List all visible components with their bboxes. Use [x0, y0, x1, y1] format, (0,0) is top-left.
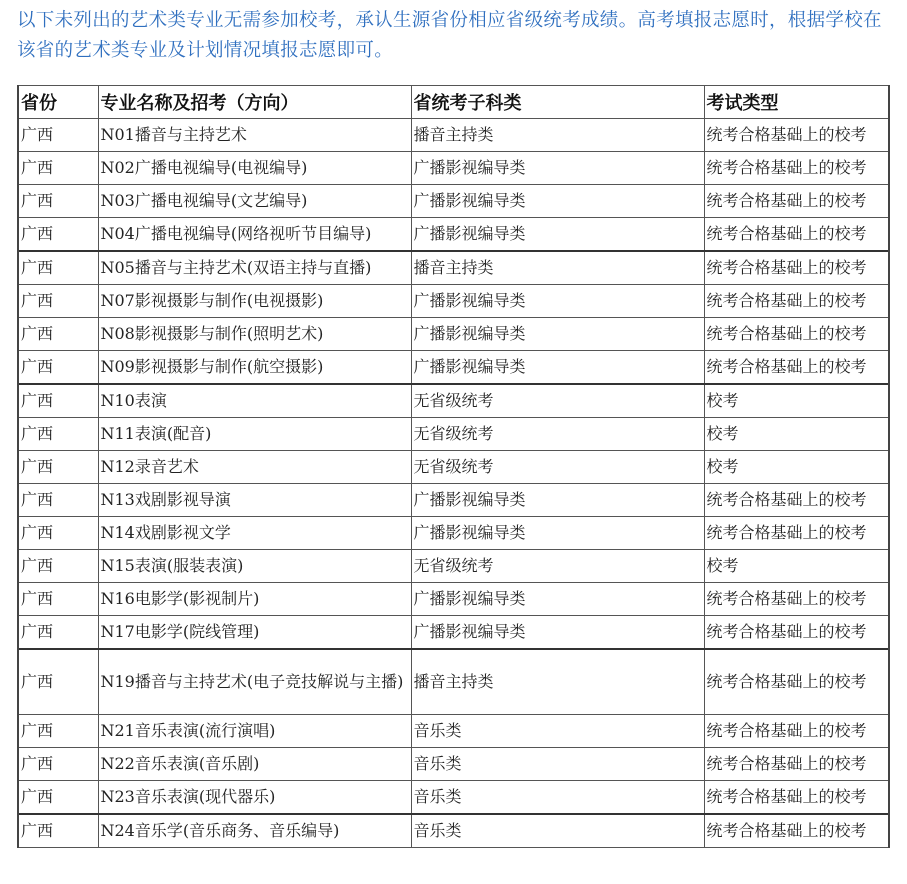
table-row [18, 318, 889, 351]
cell-exam-type: 统考合格基础上的校考 [704, 616, 889, 650]
cell-exam-type: 统考合格基础上的校考 [704, 152, 889, 185]
cell-subject: 无省级统考 [411, 451, 704, 484]
cell-subject: 广播影视编导类 [411, 285, 704, 318]
cell-province: 广西 [18, 517, 98, 550]
cell-province: 广西 [18, 748, 98, 781]
cell-exam-type: 统考合格基础上的校考 [704, 318, 889, 351]
header-exam-type: 考试类型 [704, 86, 889, 119]
header-subject: 省统考子科类 [411, 86, 704, 119]
cell-subject: 广播影视编导类 [411, 517, 704, 550]
cell-subject: 无省级统考 [411, 384, 704, 418]
table-row [18, 748, 889, 781]
cell-subject: 音乐类 [411, 781, 704, 815]
cell-exam-type: 校考 [704, 550, 889, 583]
table-row [18, 451, 889, 484]
cell-subject: 无省级统考 [411, 550, 704, 583]
cell-province: 广西 [18, 715, 98, 748]
table-header-row [18, 86, 889, 119]
table-row [18, 583, 889, 616]
table-row [18, 152, 889, 185]
cell-exam-type: 统考合格基础上的校考 [704, 583, 889, 616]
cell-province: 广西 [18, 484, 98, 517]
cell-province: 广西 [18, 384, 98, 418]
cell-subject: 广播影视编导类 [411, 583, 704, 616]
cell-major: N24音乐学(音乐商务、音乐编导) [98, 814, 411, 848]
table-row [18, 550, 889, 583]
cell-major: N10表演 [98, 384, 411, 418]
cell-subject: 广播影视编导类 [411, 318, 704, 351]
cell-major: N05播音与主持艺术(双语主持与直播) [98, 251, 411, 285]
cell-major: N21音乐表演(流行演唱) [98, 715, 411, 748]
cell-major: N19播音与主持艺术(电子竞技解说与主播) [98, 649, 411, 715]
cell-subject: 播音主持类 [411, 251, 704, 285]
cell-subject: 广播影视编导类 [411, 616, 704, 650]
table-row [18, 251, 889, 285]
cell-exam-type: 统考合格基础上的校考 [704, 748, 889, 781]
cell-exam-type: 统考合格基础上的校考 [704, 251, 889, 285]
cell-subject: 广播影视编导类 [411, 152, 704, 185]
table-row [18, 649, 889, 715]
table-row [18, 185, 889, 218]
cell-subject: 广播影视编导类 [411, 218, 704, 252]
admission-majors-table [17, 85, 890, 848]
cell-exam-type: 统考合格基础上的校考 [704, 119, 889, 152]
cell-exam-type: 统考合格基础上的校考 [704, 781, 889, 815]
cell-subject: 播音主持类 [411, 119, 704, 152]
table-row [18, 517, 889, 550]
cell-province: 广西 [18, 550, 98, 583]
cell-province: 广西 [18, 251, 98, 285]
cell-province: 广西 [18, 583, 98, 616]
cell-subject: 广播影视编导类 [411, 185, 704, 218]
cell-exam-type: 统考合格基础上的校考 [704, 218, 889, 252]
cell-major: N11表演(配音) [98, 418, 411, 451]
table-row [18, 418, 889, 451]
table-row [18, 119, 889, 152]
table-row [18, 218, 889, 252]
cell-province: 广西 [18, 185, 98, 218]
cell-province: 广西 [18, 218, 98, 252]
cell-province: 广西 [18, 451, 98, 484]
cell-subject: 无省级统考 [411, 418, 704, 451]
cell-province: 广西 [18, 119, 98, 152]
cell-exam-type: 统考合格基础上的校考 [704, 517, 889, 550]
cell-exam-type: 统考合格基础上的校考 [704, 484, 889, 517]
cell-subject: 音乐类 [411, 748, 704, 781]
cell-major: N09影视摄影与制作(航空摄影) [98, 351, 411, 385]
table-body [18, 119, 889, 848]
table-row [18, 781, 889, 815]
cell-major: N03广播电视编导(文艺编导) [98, 185, 411, 218]
header-province: 省份 [18, 86, 98, 119]
cell-province: 广西 [18, 616, 98, 650]
cell-exam-type: 校考 [704, 418, 889, 451]
cell-subject: 广播影视编导类 [411, 351, 704, 385]
cell-major: N04广播电视编导(网络视听节目编导) [98, 218, 411, 252]
cell-province: 广西 [18, 318, 98, 351]
cell-province: 广西 [18, 152, 98, 185]
table-row [18, 285, 889, 318]
cell-province: 广西 [18, 285, 98, 318]
table-row [18, 484, 889, 517]
cell-province: 广西 [18, 781, 98, 815]
cell-major: N15表演(服装表演) [98, 550, 411, 583]
table-row [18, 814, 889, 848]
table-row [18, 715, 889, 748]
cell-major: N07影视摄影与制作(电视摄影) [98, 285, 411, 318]
cell-major: N13戏剧影视导演 [98, 484, 411, 517]
cell-major: N12录音艺术 [98, 451, 411, 484]
cell-major: N22音乐表演(音乐剧) [98, 748, 411, 781]
cell-province: 广西 [18, 814, 98, 848]
cell-subject: 音乐类 [411, 814, 704, 848]
cell-major: N14戏剧影视文学 [98, 517, 411, 550]
cell-major: N23音乐表演(现代器乐) [98, 781, 411, 815]
cell-subject: 播音主持类 [411, 649, 704, 715]
cell-exam-type: 统考合格基础上的校考 [704, 285, 889, 318]
cell-province: 广西 [18, 418, 98, 451]
cell-exam-type: 统考合格基础上的校考 [704, 185, 889, 218]
cell-major: N02广播电视编导(电视编导) [98, 152, 411, 185]
notice-text: 以下未列出的艺术类专业无需参加校考，承认生源省份相应省级统考成绩。高考填报志愿时，根据学校在该省的艺术类专业及计划情况填报志愿即可。 [17, 10, 882, 61]
cell-major: N08影视摄影与制作(照明艺术) [98, 318, 411, 351]
cell-province: 广西 [18, 649, 98, 715]
table-row [18, 351, 889, 385]
table-row [18, 384, 889, 418]
cell-subject: 音乐类 [411, 715, 704, 748]
cell-exam-type: 统考合格基础上的校考 [704, 649, 889, 715]
cell-major: N16电影学(影视制片) [98, 583, 411, 616]
header-major: 专业名称及招考（方向） [98, 86, 411, 119]
cell-exam-type: 统考合格基础上的校考 [704, 814, 889, 848]
cell-major: N17电影学(院线管理) [98, 616, 411, 650]
cell-exam-type: 校考 [704, 384, 889, 418]
cell-exam-type: 校考 [704, 451, 889, 484]
cell-province: 广西 [18, 351, 98, 385]
cell-exam-type: 统考合格基础上的校考 [704, 351, 889, 385]
table-row [18, 616, 889, 650]
cell-subject: 广播影视编导类 [411, 484, 704, 517]
cell-exam-type: 统考合格基础上的校考 [704, 715, 889, 748]
cell-major: N01播音与主持艺术 [98, 119, 411, 152]
